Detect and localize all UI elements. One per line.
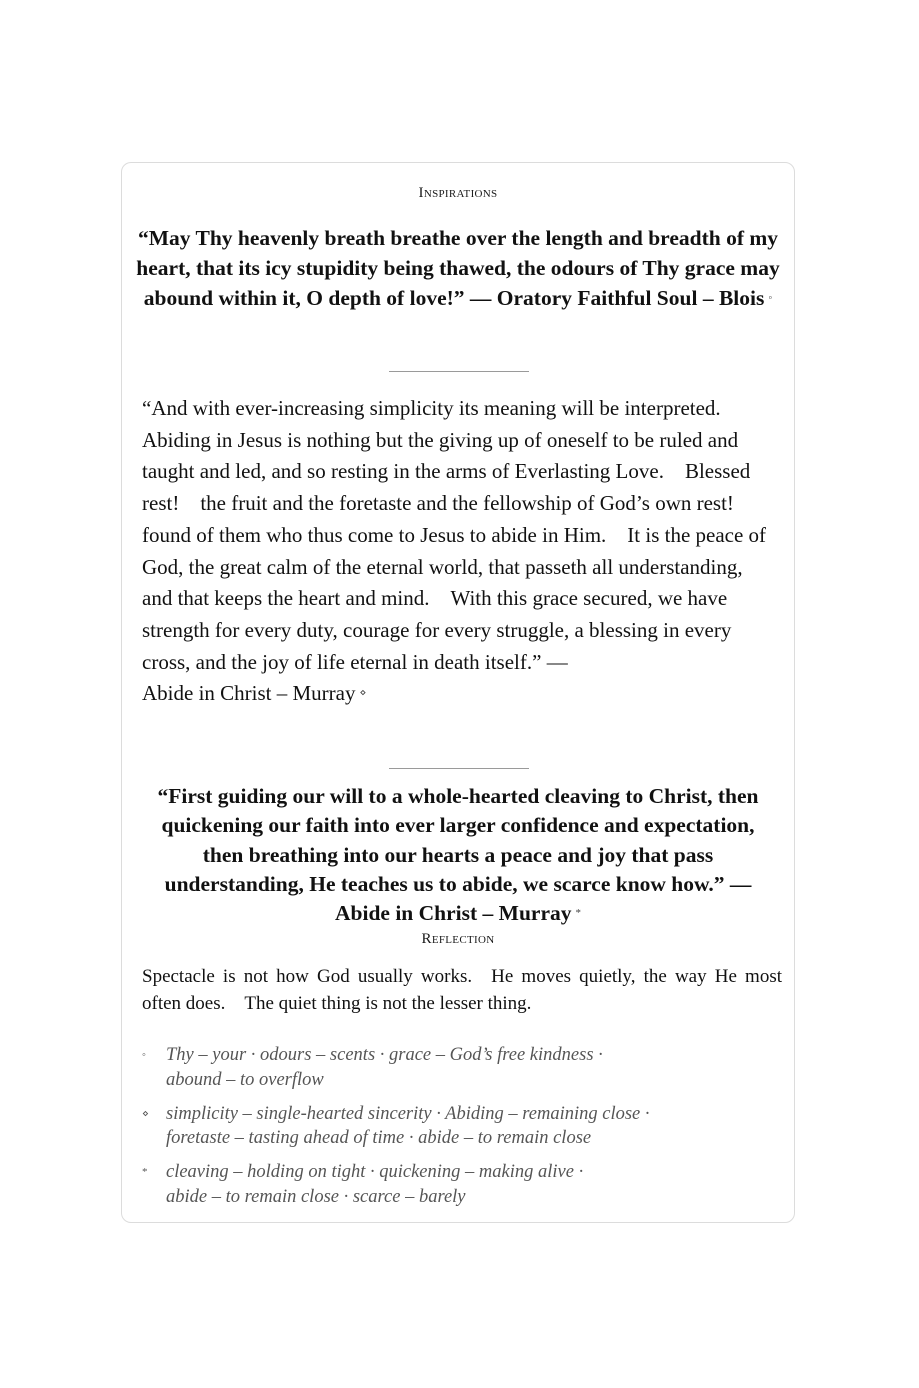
- footnote-mark-diamond: ⋄: [359, 687, 367, 700]
- footnote-mark-diamond: ⋄: [142, 1107, 149, 1120]
- glossary-note-text: cleaving – holding on tight · quickening – making alive ·: [166, 1162, 584, 1182]
- footnote-mark-circle: ◦: [142, 1049, 146, 1061]
- quote-murray-abiding-text: “And with ever-increasing simplicity its meaning will be interpreted. Abiding in Jesus is nothing but the giving up of oneself to be ruled and taught and led, and so resting in the arms of Everlasting Love. Blessed rest! the fruit and the foretaste and the fellowship of God’s own rest! found of them who thus come to Jesus to abide in Him. It is the peace of God, the great calm of the eternal world, that passeth all understanding, and that keeps the heart and mind. With this grace secured, we have strength for every duty, courage for every struggle, a blessing in every cross, and the joy of life eternal in death itself.” —: [142, 396, 767, 674]
- glossary-note: [142, 1102, 782, 1151]
- glossary-note: [142, 1043, 782, 1092]
- glossary-note-line: [154, 1043, 782, 1068]
- glossary-note-line: foretaste – tasting ahead of time · abide – to remain close: [166, 1128, 592, 1148]
- reflection-text: Spectacle is not how God usually works. He moves quietly, the way He most often does. The quiet thing is not the lesser thing.: [142, 966, 782, 1014]
- section-heading-inspirations: Inspirations: [418, 185, 498, 201]
- footnote-mark-circle: ◦: [768, 292, 773, 304]
- divider: [389, 768, 529, 769]
- footnote-mark-asterisk: *: [575, 907, 581, 920]
- glossary-note-line: [154, 1102, 782, 1127]
- glossary-note: [142, 1160, 782, 1209]
- glossary-note-line: abide – to remain close · scarce – barely: [166, 1186, 466, 1207]
- glossary-note-text: simplicity – single-hearted sincerity · Abiding – remaining close ·: [166, 1103, 650, 1124]
- quote-blois: [136, 223, 780, 313]
- devotional-card: [121, 162, 795, 1223]
- divider: [389, 371, 529, 372]
- glossary-note-text: Thy – your · odours – scents · grace – God’s free kindness ·: [166, 1045, 603, 1065]
- section-heading-reflection: Reflection: [421, 931, 495, 947]
- quote-blois-text: “May Thy heavenly breath breathe over the length and breadth of my heart, that its icy stupidity being thawed, the odours of Thy grace may abound within it, O depth of love!” — Oratory Faithful Soul – Blois: [136, 226, 780, 310]
- glossary-notes: [142, 1043, 782, 1219]
- glossary-note-line: abound – to overflow: [166, 1069, 324, 1090]
- footnote-mark-asterisk: *: [142, 1166, 148, 1178]
- quote-murray-abiding: [142, 393, 778, 710]
- quote-murray-attribution: Abide in Christ – Murray: [142, 681, 356, 706]
- glossary-note-line: [154, 1160, 782, 1185]
- quote-murray-cleaving-text: “First guiding our will to a whole-hearted cleaving to Christ, then quickening our faith into ever larger confidence and expectation, then breathing into our hearts a peace and joy that pass understanding, He teaches us to abide, we scarce know how.” — Abide in Christ – Murray: [157, 784, 759, 926]
- quote-murray-cleaving: [148, 782, 768, 928]
